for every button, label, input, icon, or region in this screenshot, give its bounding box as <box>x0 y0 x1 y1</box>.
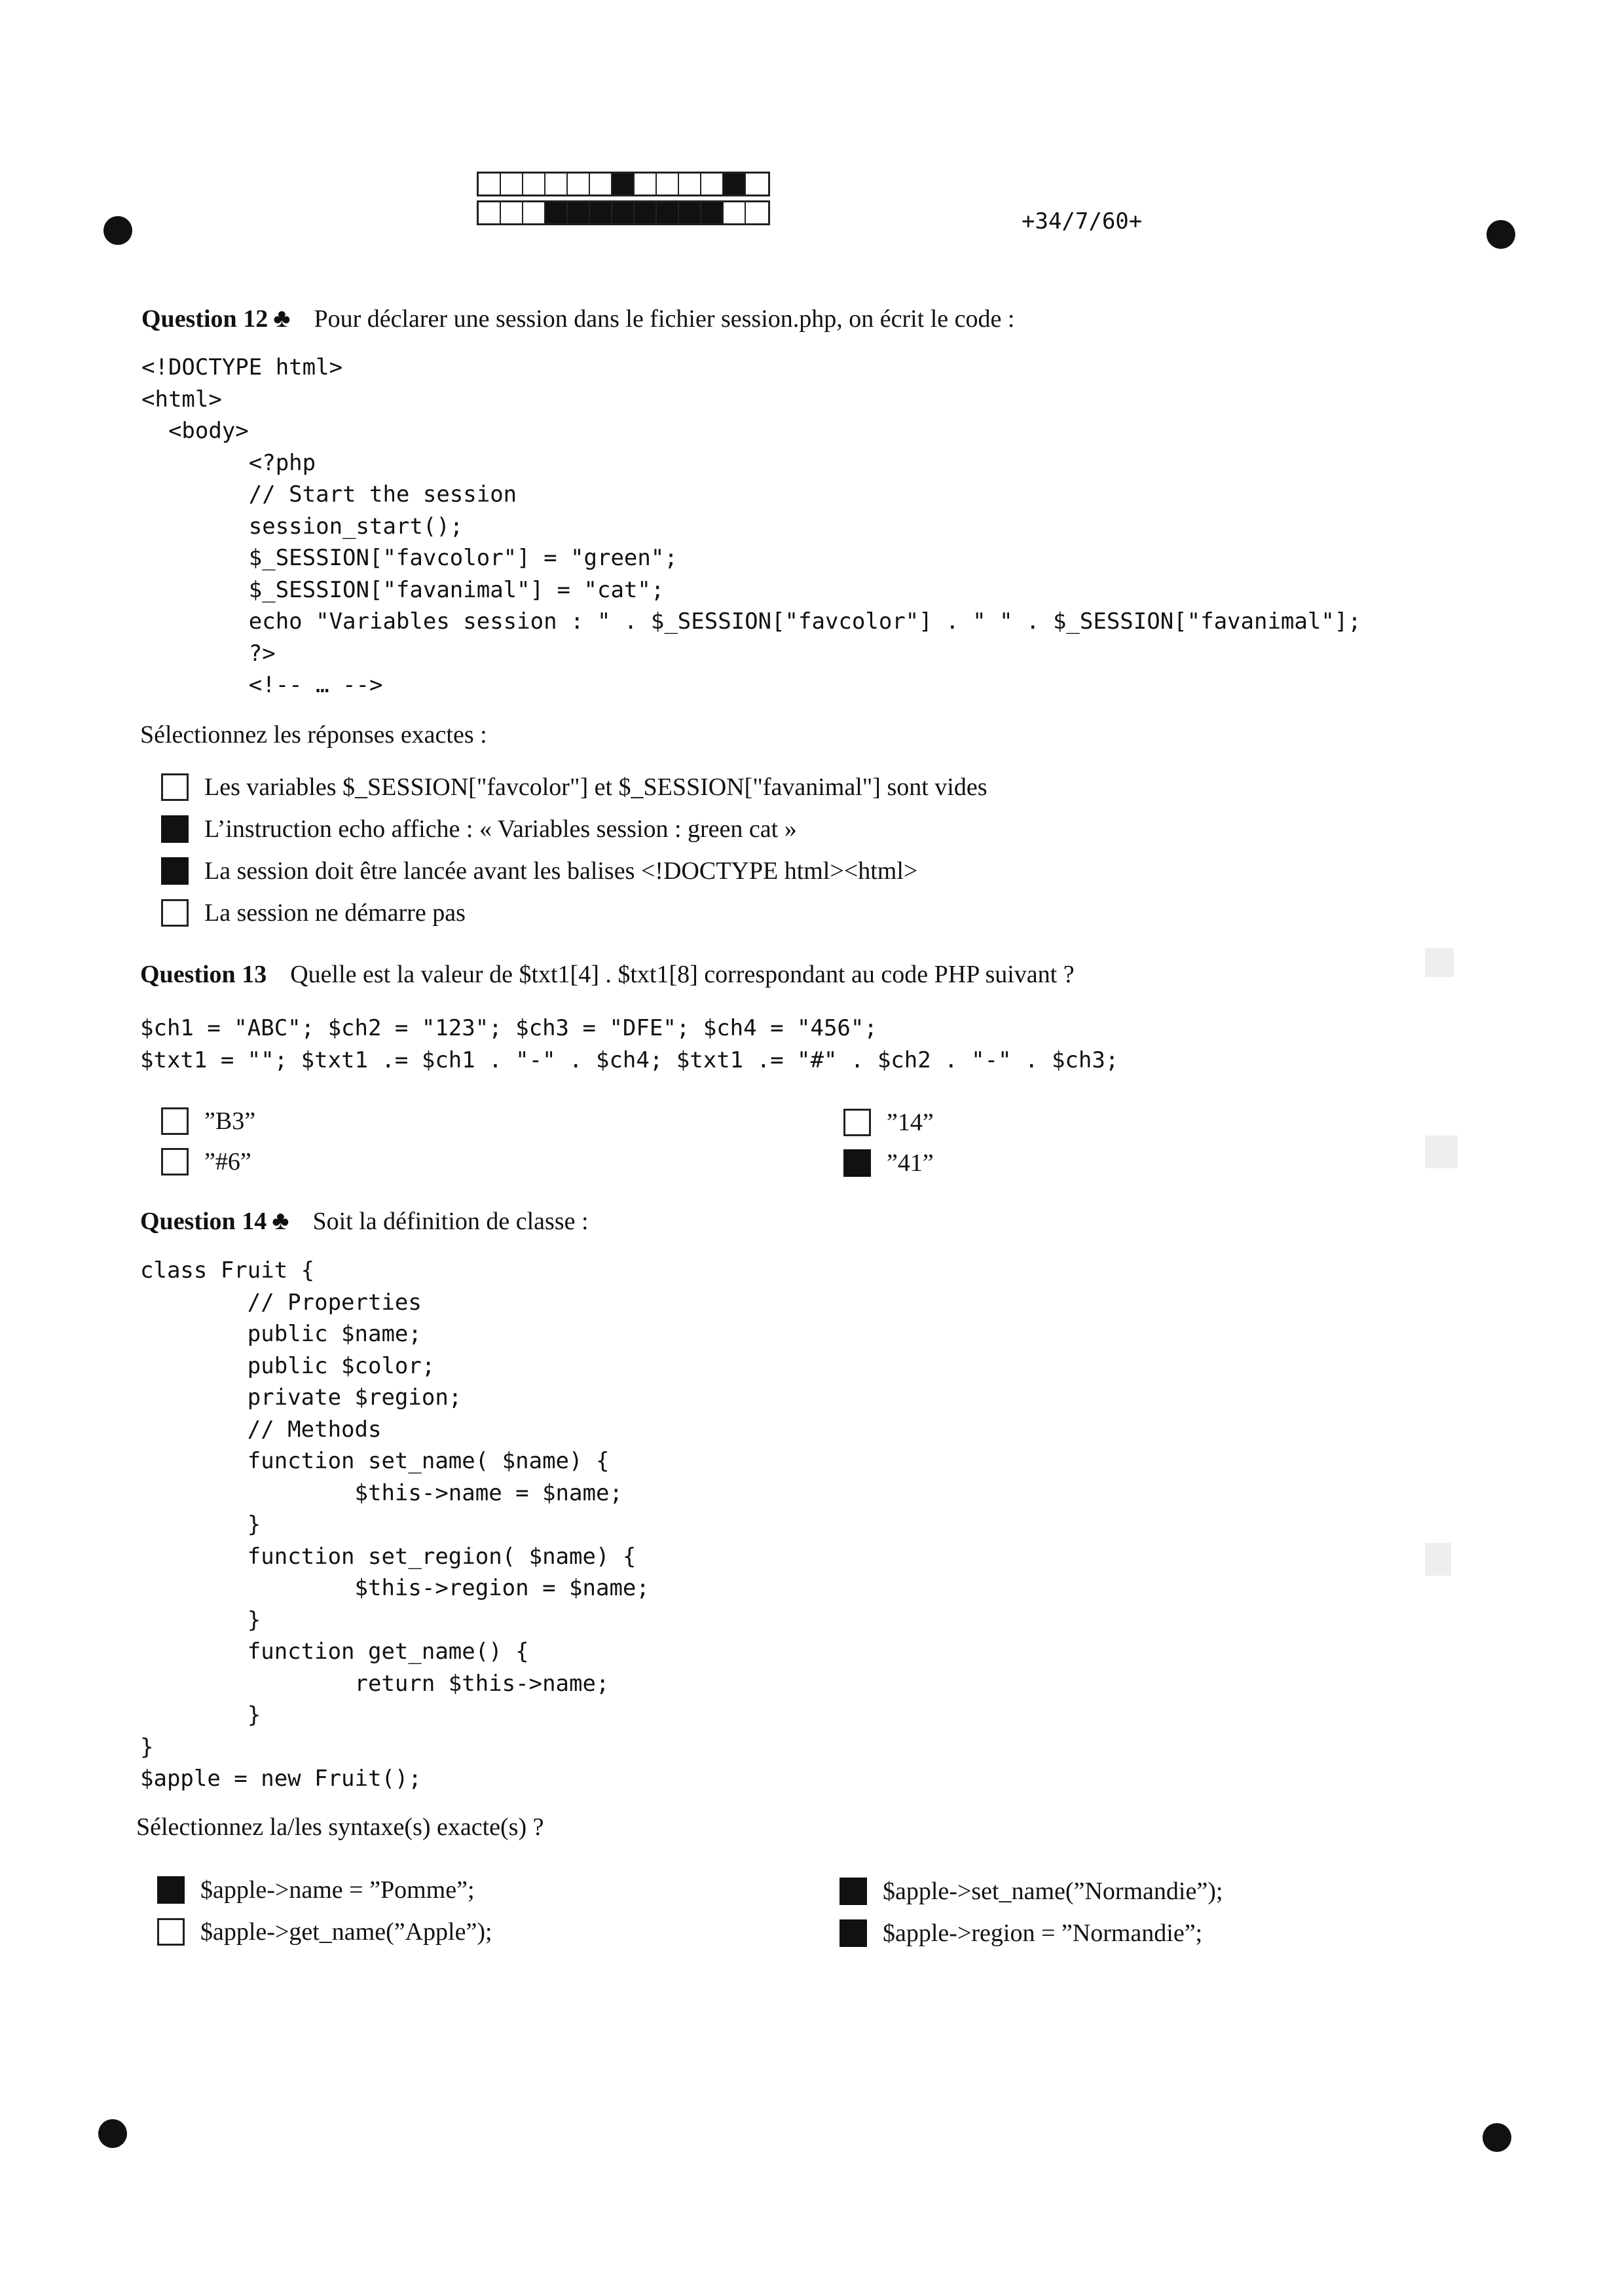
option-label: Les variables $_SESSION["favcolor"] et $_SESSION["favanimal"] sont vides <box>204 773 987 801</box>
id-grid-row-1 <box>477 172 770 196</box>
id-grid-cell <box>724 174 746 194</box>
id-grid-cell <box>523 202 545 223</box>
question-13-code: $ch1 = "ABC"; $ch2 = "123"; $ch3 = "DFE"; $ch4 = "456"; $txt1 = ""; $txt1 .= $ch1 . "-" . $ch4; $txt1 .= "#" . $ch2 . "-" . $ch3; <box>140 1015 1119 1073</box>
id-grid-cell <box>501 174 523 194</box>
id-grid-row-2 <box>477 200 770 225</box>
q12-option-2[interactable] <box>161 815 797 843</box>
q14-option-3[interactable] <box>840 1877 1223 1906</box>
question-14-code: class Fruit { // Properties public $name; public $color; private $region; // Methods function set_name( $name) { $this->name = $name; } function set_region( $name) { $this->region = $name; } function get_name() { return $this->name; } } $apple = new Fruit(); <box>140 1257 650 1792</box>
id-grid-cell <box>501 202 523 223</box>
option-label: $apple->region = ”Normandie”; <box>883 1919 1203 1947</box>
option-label: $apple->get_name(”Apple”); <box>200 1918 492 1946</box>
q13-option-2[interactable] <box>161 1147 251 1176</box>
checkbox[interactable] <box>157 1918 185 1946</box>
q12-option-1[interactable] <box>161 773 987 802</box>
id-grid-cell <box>657 174 679 194</box>
q12-option-3[interactable] <box>161 857 917 885</box>
checkbox[interactable] <box>161 857 189 885</box>
id-grid-cell <box>479 174 501 194</box>
id-grid-cell <box>746 174 768 194</box>
option-label: L’instruction echo affiche : « Variables session : green cat » <box>204 815 797 843</box>
club-icon: ♣ <box>272 1206 289 1235</box>
checkbox[interactable] <box>840 1878 867 1905</box>
q14-option-1[interactable] <box>157 1876 475 1904</box>
club-icon: ♣ <box>273 303 291 333</box>
id-grid-cell <box>746 202 768 223</box>
q13-option-3[interactable] <box>843 1108 934 1137</box>
checkbox[interactable] <box>840 1919 867 1947</box>
checkbox[interactable] <box>161 1107 189 1135</box>
checkbox[interactable] <box>161 899 189 927</box>
corner-mark-bottom-left <box>98 2119 127 2148</box>
q14-option-4[interactable] <box>840 1919 1202 1948</box>
id-grid-cell <box>635 174 657 194</box>
option-label: ”#6” <box>204 1148 251 1176</box>
scan-speck <box>1425 1136 1458 1168</box>
id-grid-cell <box>635 202 657 223</box>
checkbox[interactable] <box>161 773 189 801</box>
question-number: Question 14 ♣ <box>140 1206 289 1235</box>
id-grid-cell <box>590 202 612 223</box>
question-14-header <box>140 1205 589 1236</box>
q13-option-4[interactable] <box>843 1149 934 1177</box>
id-grid-cell <box>523 174 545 194</box>
id-grid-cell <box>479 202 501 223</box>
question-13-header <box>140 960 1075 989</box>
checkbox[interactable] <box>157 1876 185 1904</box>
q14-option-2[interactable] <box>157 1917 492 1946</box>
id-grid-cell <box>657 202 679 223</box>
question-number: Question 13 <box>140 961 267 988</box>
option-label: ”41” <box>887 1149 934 1177</box>
corner-mark-top-right <box>1486 220 1515 249</box>
option-label: ”B3” <box>204 1107 256 1135</box>
question-12-header <box>141 303 1014 333</box>
corner-mark-bottom-right <box>1483 2123 1511 2152</box>
question-12-prompt: Sélectionnez les réponses exactes : <box>140 721 487 749</box>
id-grid-cell <box>545 174 568 194</box>
scan-speck <box>1425 1543 1451 1576</box>
checkbox[interactable] <box>843 1149 871 1177</box>
checkbox[interactable] <box>843 1109 871 1136</box>
question-12-code: <!DOCTYPE html> <html> <body> <?php // Start the session session_start(); $_SESSION["favcolor"] = "green"; $_SESSION["favanimal"] = "cat"; echo "Variables session : " . $_SESSION["favcolor"] . " " . $_SESSION["favanimal"]; ?> <!-- … --> <box>141 354 1361 698</box>
id-grid-cell <box>568 174 590 194</box>
sheet-id: +34/7/60+ <box>1022 208 1143 234</box>
q12-option-4[interactable] <box>161 898 466 927</box>
question-number: Question 12 ♣ <box>141 303 291 333</box>
corner-mark-top-left <box>103 216 132 245</box>
id-grid-cell <box>724 202 746 223</box>
question-14-prompt: Sélectionnez la/les syntaxe(s) exacte(s) ? <box>136 1813 544 1841</box>
id-grid-cell <box>568 202 590 223</box>
checkbox[interactable] <box>161 815 189 843</box>
option-label: $apple->set_name(”Normandie”); <box>883 1878 1223 1905</box>
scan-speck <box>1425 948 1454 977</box>
id-grid-cell <box>612 202 635 223</box>
id-grid-cell <box>590 174 612 194</box>
id-grid-cell <box>545 202 568 223</box>
option-label: ”14” <box>887 1109 934 1136</box>
q13-option-1[interactable] <box>161 1107 255 1136</box>
option-label: $apple->name = ”Pomme”; <box>200 1876 475 1904</box>
id-grid-cell <box>612 174 635 194</box>
question-text: Soit la définition de classe : <box>312 1208 589 1235</box>
option-label: La session ne démarre pas <box>204 899 466 927</box>
id-grid-cell <box>679 202 701 223</box>
id-grid-cell <box>701 202 724 223</box>
question-text: Quelle est la valeur de $txt1[4] . $txt1[8] correspondant au code PHP suivant ? <box>290 961 1075 988</box>
question-text: Pour déclarer une session dans le fichier session.php, on écrit le code : <box>314 305 1015 333</box>
checkbox[interactable] <box>161 1148 189 1176</box>
option-label: La session doit être lancée avant les balises <!DOCTYPE html><html> <box>204 857 918 885</box>
id-grid-cell <box>679 174 701 194</box>
id-grid-cell <box>701 174 724 194</box>
